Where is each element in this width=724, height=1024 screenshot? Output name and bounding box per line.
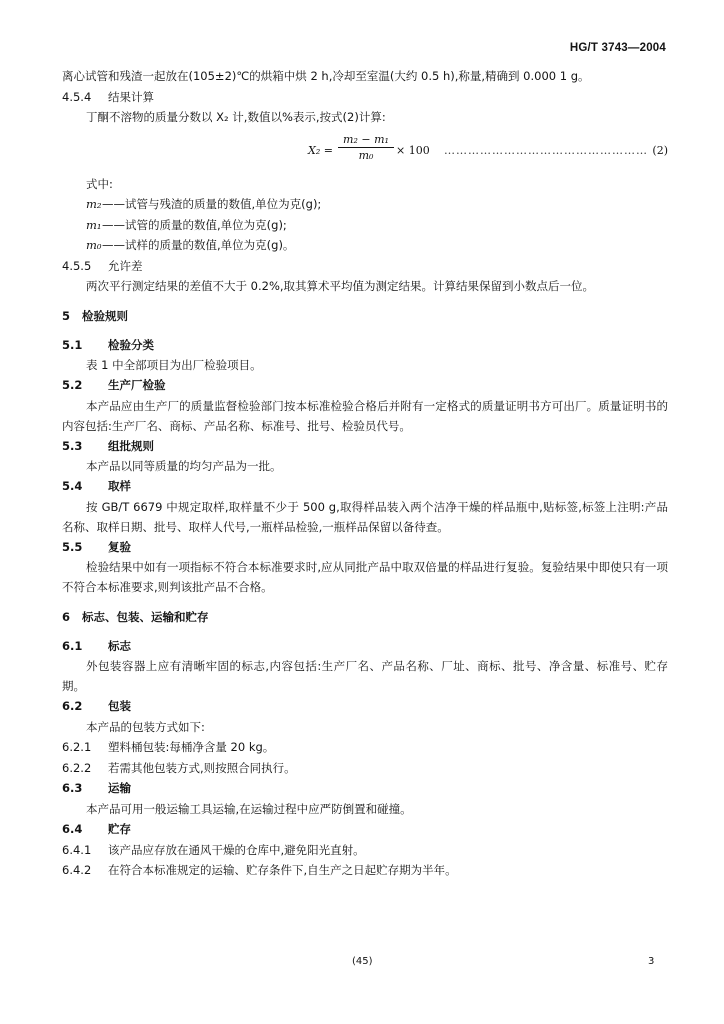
formula-fraction: [338, 132, 394, 163]
subsection-number: 6.4.2: [62, 863, 92, 877]
subsection-6-4-2: [62, 860, 668, 881]
section-heading-6-2: [62, 696, 668, 717]
subsection-text: 在符合本标准规定的运输、贮存条件下,自生产之日起贮存期为半年。: [108, 863, 457, 877]
section-number: 6.2: [62, 699, 83, 713]
definition-variable: m₁: [86, 217, 102, 232]
section-number: 5.3: [62, 438, 83, 453]
definition-item: [62, 194, 668, 215]
formula-multiplier: × 100: [396, 143, 430, 157]
section-number: 4.5.4: [62, 89, 92, 104]
definition-variable: m₂: [86, 197, 102, 211]
section-number: 6.3: [62, 781, 83, 795]
section-heading-6-4: [62, 819, 668, 840]
subsection-number: 6.4.1: [62, 842, 92, 857]
section-heading-4-5-5: [62, 256, 668, 277]
section-title: 贮存: [108, 822, 131, 836]
formula-lhs: X₂ =: [308, 143, 333, 157]
definition-item: [62, 235, 668, 256]
section-title: 复验: [108, 539, 131, 554]
chapter-heading-6: [62, 607, 668, 628]
definition-text: ——试管的质量的数值,单位为克(g);: [102, 217, 287, 232]
section-title: 运输: [108, 781, 131, 795]
page-number-right: 3: [648, 956, 655, 967]
definition-text: ——试样的质量的数值,单位为克(g)。: [102, 238, 295, 252]
section-heading-5-5: [62, 537, 668, 558]
section-paragraph: 本产品以同等质量的均匀产品为一批。: [86, 459, 282, 473]
chapter-number: 5: [62, 309, 71, 323]
chapter-number: 6: [62, 610, 71, 624]
section-heading-5-4: [62, 476, 668, 497]
section-number: 5.5: [62, 539, 83, 554]
subsection-6-2-2: [62, 758, 668, 779]
section-paragraph: 两次平行测定结果的差值不大于 0.2%,取其算术平均值为测定结果。计算结果保留到小数点后一位。: [86, 279, 595, 293]
subsection-text: 若需其他包装方式,则按照合同执行。: [108, 760, 296, 775]
formula-2: [62, 132, 668, 168]
chapter-title: 标志、包装、运输和贮存: [82, 610, 209, 624]
section-paragraph: 表 1 中全部项目为出厂检验项目。: [86, 358, 262, 372]
section-number: 6.1: [62, 638, 83, 653]
formula-numerator: m₂ − m₁: [338, 132, 394, 148]
section-title: 生产厂检验: [108, 378, 166, 392]
section-paragraph: 按 GB/T 6679 中规定取样,取样量不少于 500 g,取得样品装入两个洁净干燥的样品瓶中,贴标签,标签上注明:产品名称、取样日期、批号、取样人代号,一瓶样品检验,一瓶样品保留以备待查。: [62, 499, 668, 534]
section-number: 5.4: [62, 479, 83, 493]
variable-definitions: [62, 194, 668, 256]
subsection-number: 6.2.2: [62, 760, 92, 775]
section-number: 4.5.5: [62, 258, 92, 273]
section-paragraph: 本产品应由生产厂的质量监督检验部门按本标准检验合格后并附有一定格式的质量证明书方可出厂。质量证明书的内容包括:生产厂名、商标、产品名称、标准号、批号、检验员代号。: [62, 398, 668, 433]
chapter-title: 检验规则: [82, 309, 128, 323]
section-number: 6.4: [62, 822, 83, 836]
section-number: 5.1: [62, 337, 83, 352]
section-paragraph: 本产品的包装方式如下:: [86, 719, 205, 734]
section-heading-4-5-4: [62, 87, 668, 108]
formula-denominator: m₀: [358, 148, 374, 162]
section-heading-5-3: [62, 436, 668, 457]
section-number: 5.2: [62, 378, 83, 392]
subsection-6-2-1: [62, 737, 668, 758]
subsection-text: 该产品应存放在通风干燥的仓库中,避免阳光直射。: [108, 842, 365, 857]
section-heading-5-1: [62, 335, 668, 356]
standard-number: HG/T 3743—2004: [569, 42, 666, 54]
section-heading-5-2: [62, 375, 668, 396]
subsection-number: 6.2.1: [62, 740, 92, 754]
document-body: [62, 66, 668, 881]
definition-variable: m₀: [86, 238, 102, 252]
formula-leader-dots: ……………………………………………: [444, 143, 648, 157]
where-label: 式中:: [86, 176, 113, 191]
section-title: 包装: [108, 699, 131, 713]
section-title: 标志: [108, 638, 131, 653]
section-heading-6-3: [62, 778, 668, 799]
chapter-heading-5: [62, 306, 668, 327]
section-title: 取样: [108, 479, 131, 493]
subsection-text: 塑料桶包装:每桶净含量 20 kg。: [108, 740, 275, 754]
definition-item: [62, 215, 668, 236]
formula-number: (2): [652, 143, 668, 157]
formula-intro: 丁酮不溶物的质量分数以 X₂ 计,数值以%表示,按式(2)计算:: [86, 110, 386, 124]
section-title: 组批规则: [108, 438, 154, 453]
section-paragraph: 本产品可用一般运输工具运输,在运输过程中应严防倒置和碰撞。: [86, 801, 412, 816]
subsection-6-4-1: [62, 840, 668, 861]
section-title: 允许差: [108, 258, 143, 273]
definition-text: ——试管与残渣的质量的数值,单位为克(g);: [102, 197, 322, 211]
section-title: 检验分类: [108, 337, 154, 352]
section-paragraph: 外包装容器上应有清晰牢固的标志,内容包括:生产厂名、产品名称、厂址、商标、批号、净含量、标准号、贮存期。: [62, 659, 668, 693]
section-title: 结果计算: [108, 89, 154, 104]
page-number-center: (45): [352, 956, 373, 967]
continued-text: 离心试管和残渣一起放在(105±2)℃的烘箱中烘 2 h,冷却至室温(大约 0.5 h),称量,精确到 0.000 1 g。: [62, 69, 590, 83]
section-paragraph: 检验结果中如有一项指标不符合本标准要求时,应从同批产品中取双倍量的样品进行复验。复验结果中即使只有一项不符合本标准要求,则判该批产品不合格。: [62, 560, 668, 594]
section-heading-6-1: [62, 636, 668, 657]
